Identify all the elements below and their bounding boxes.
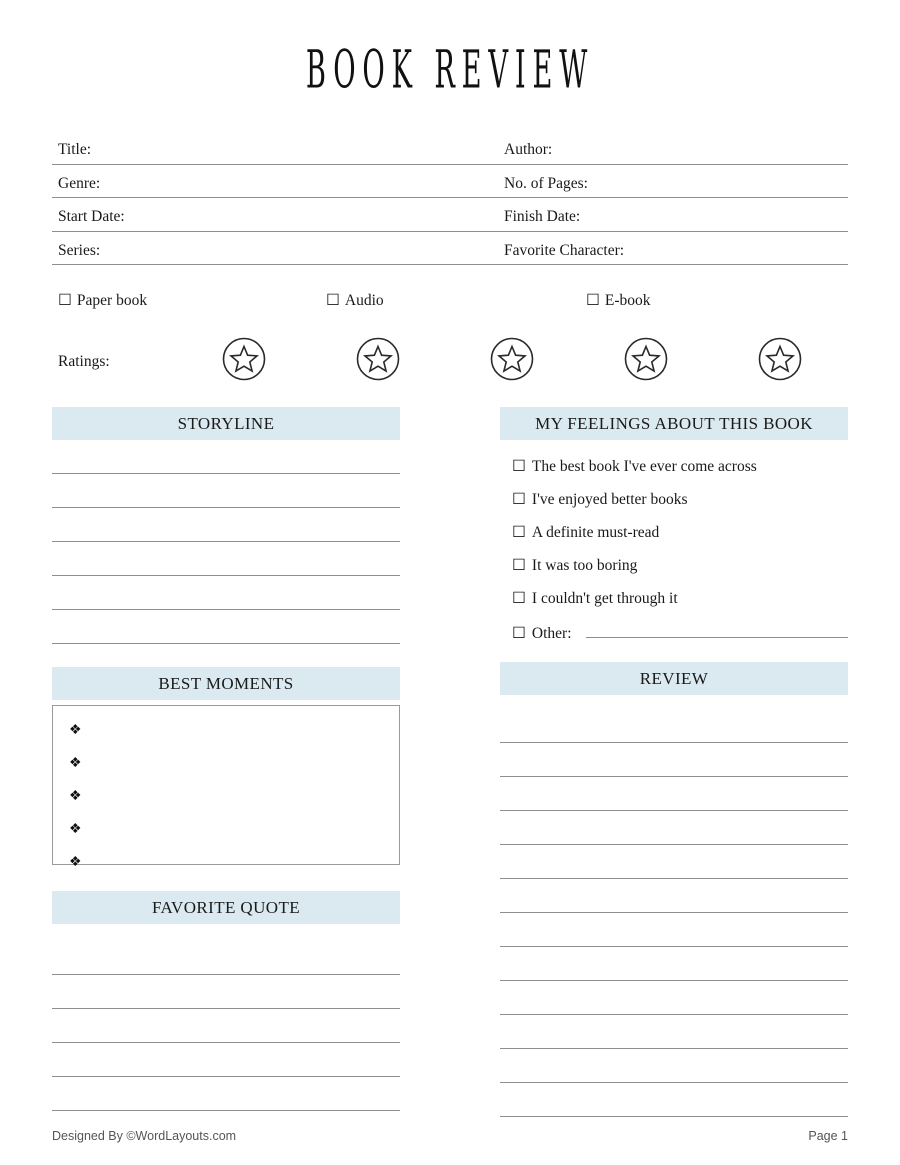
ratings-row (52, 337, 848, 397)
feeling-other-input[interactable] (586, 615, 848, 638)
footer-credit: Designed By ©WordLayouts.com (52, 1129, 237, 1143)
write-line[interactable] (500, 845, 848, 879)
write-line[interactable] (52, 1043, 400, 1077)
write-line[interactable] (52, 474, 400, 508)
write-line[interactable] (500, 913, 848, 947)
feeling-option-must-read[interactable] (500, 516, 848, 549)
write-line[interactable] (500, 709, 848, 743)
field-label-favorite-character: Favorite Character: (504, 241, 625, 259)
format-option-audio[interactable] (326, 291, 384, 310)
write-line[interactable] (52, 576, 400, 610)
format-option-label: Audio (344, 292, 384, 309)
star-icon-5[interactable] (758, 337, 802, 381)
feeling-option-too-boring[interactable] (500, 549, 848, 582)
info-row (52, 131, 848, 165)
feeling-option-couldnt-get-through[interactable] (500, 582, 848, 615)
checkbox-icon[interactable]: ☐ (512, 524, 526, 541)
ratings-label: Ratings: (58, 353, 110, 370)
feeling-option-enjoyed-better[interactable] (500, 483, 848, 516)
right-column (500, 407, 848, 1117)
field-label-author: Author: (504, 141, 553, 158)
star-icon-4[interactable] (624, 337, 668, 381)
review-lines (500, 709, 848, 1117)
format-option-paper-book[interactable] (58, 291, 147, 310)
star-icon-2[interactable] (356, 337, 400, 381)
bullet-item: ❖ (69, 723, 82, 738)
bullet-item: ❖ (69, 789, 82, 804)
write-line[interactable] (52, 941, 400, 975)
checkbox-icon[interactable]: ☐ (512, 458, 526, 475)
info-row (52, 198, 848, 232)
section-heading-storyline: STORYLINE (52, 407, 400, 440)
feeling-option-label: The best book I've ever come across (531, 458, 757, 475)
format-option-e-book[interactable] (586, 291, 651, 310)
write-line[interactable] (52, 440, 400, 474)
section-heading-favorite-quote: FAVORITE QUOTE (52, 891, 400, 924)
write-line[interactable] (52, 1009, 400, 1043)
write-line[interactable] (500, 811, 848, 845)
format-option-label: Paper book (76, 292, 148, 309)
section-heading-my-feelings: MY FEELINGS ABOUT THIS BOOK (500, 407, 848, 440)
feeling-option-best-book[interactable] (500, 450, 848, 483)
write-line[interactable] (500, 743, 848, 777)
write-line[interactable] (500, 947, 848, 981)
star-icon-3[interactable] (490, 337, 534, 381)
field-label-finish-date: Finish Date: (504, 208, 581, 225)
info-row (52, 232, 848, 266)
field-label-pages: No. of Pages: (504, 174, 588, 192)
write-line[interactable] (500, 1083, 848, 1117)
write-line[interactable] (500, 1015, 848, 1049)
write-line[interactable] (500, 981, 848, 1015)
write-line[interactable] (500, 777, 848, 811)
info-row (52, 165, 848, 199)
page-footer (52, 1129, 848, 1143)
checkbox-icon[interactable]: ☐ (512, 625, 526, 642)
format-option-label: E-book (604, 292, 651, 309)
field-label-series: Series: (58, 241, 101, 259)
feeling-option-other[interactable] (500, 615, 848, 648)
feeling-other-label: Other: (531, 625, 572, 642)
star-icon-1[interactable] (222, 337, 266, 381)
checkbox-icon[interactable]: ☐ (58, 292, 72, 309)
bullet-item: ❖ (69, 822, 82, 837)
field-label-genre: Genre: (58, 174, 101, 192)
write-line[interactable] (500, 879, 848, 913)
feeling-option-label: It was too boring (531, 557, 638, 574)
checkbox-icon[interactable]: ☐ (586, 292, 600, 309)
format-options (52, 291, 848, 325)
write-line[interactable] (52, 975, 400, 1009)
feeling-option-label: A definite must-read (531, 524, 660, 541)
write-line[interactable] (52, 1077, 400, 1111)
section-heading-best-moments: BEST MOMENTS (52, 667, 400, 700)
left-column (52, 407, 400, 1111)
footer-page-number: Page 1 (808, 1129, 848, 1143)
write-line[interactable] (500, 1049, 848, 1083)
write-line[interactable] (52, 508, 400, 542)
bullet-item: ❖ (69, 855, 82, 870)
checkbox-icon[interactable]: ☐ (512, 491, 526, 508)
best-moments-box[interactable] (52, 705, 400, 870)
write-line[interactable] (52, 542, 400, 576)
feeling-option-label: I've enjoyed better books (531, 491, 688, 508)
book-info-grid (52, 131, 848, 265)
feeling-option-label: I couldn't get through it (531, 590, 678, 607)
field-label-title: Title: (58, 141, 92, 158)
bullet-item: ❖ (69, 756, 82, 771)
checkbox-icon[interactable]: ☐ (512, 557, 526, 574)
field-label-start-date: Start Date: (58, 208, 125, 225)
checkbox-icon[interactable]: ☐ (326, 292, 340, 309)
page-title: BOOK REVIEW (305, 40, 595, 101)
write-line[interactable] (52, 610, 400, 644)
section-heading-review: REVIEW (500, 662, 848, 695)
feelings-checklist (500, 440, 848, 648)
favorite-quote-lines (52, 941, 400, 1111)
storyline-lines (52, 440, 400, 644)
checkbox-icon[interactable]: ☐ (512, 590, 526, 607)
